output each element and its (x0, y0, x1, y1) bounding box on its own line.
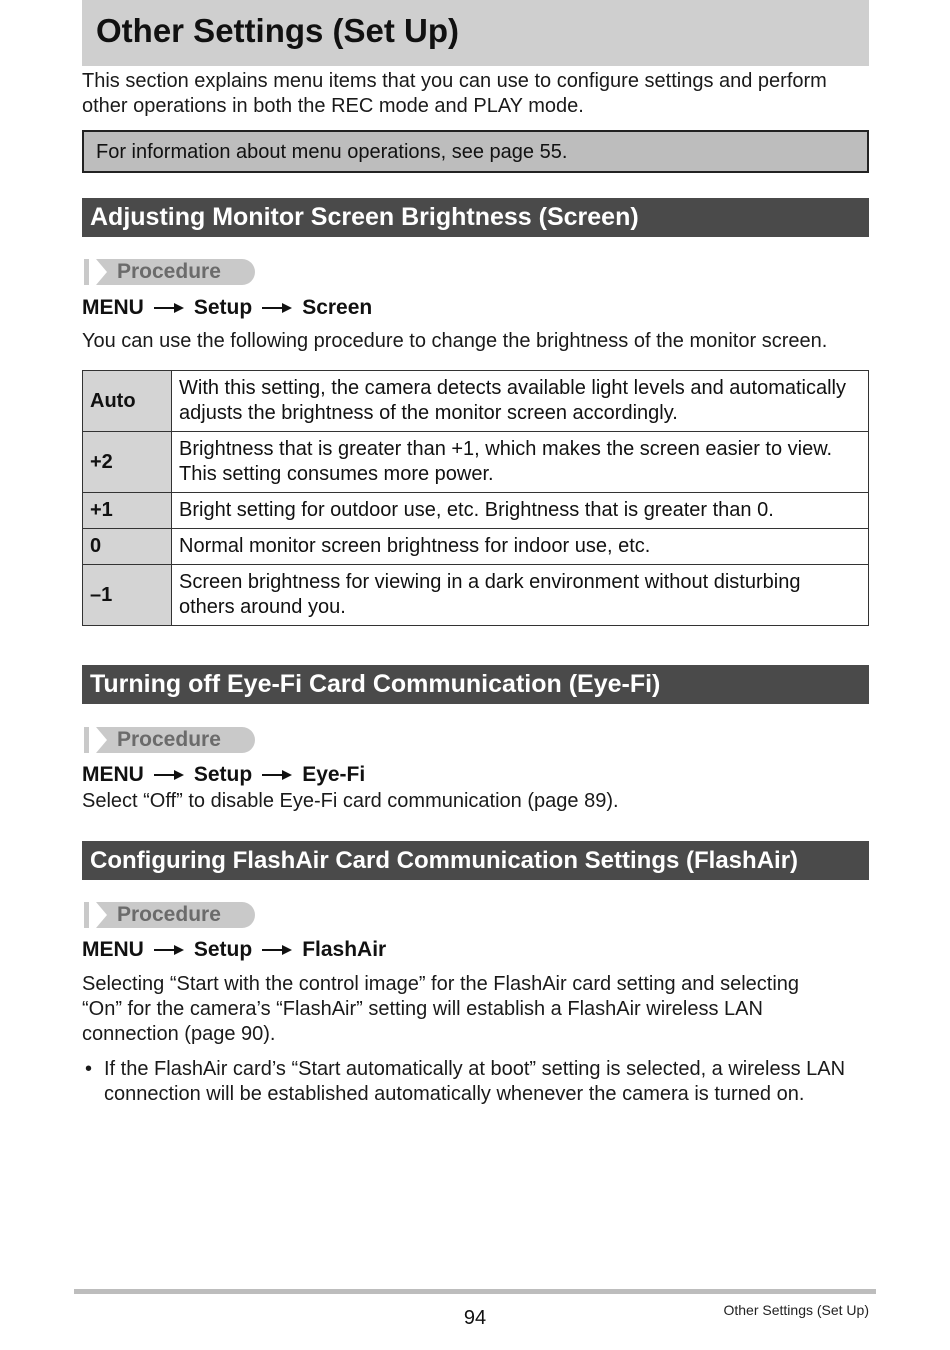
page-title: Other Settings (Set Up) (82, 0, 869, 66)
procedure-tag (84, 727, 255, 753)
arrow-right-icon (262, 770, 292, 780)
flashair-description: Selecting “Start with the control image” for the FlashAir card setting and selecting “On” for the camera’s “FlashAir” setting will establish a FlashAir wireless LAN connection (page 90). (82, 973, 800, 1045)
menu-path-eyefi (82, 762, 365, 788)
flashair-note (82, 1057, 872, 1107)
menu-step: MENU (82, 763, 144, 786)
menu-step: MENU (82, 296, 144, 319)
menu-step: Setup (193, 938, 253, 961)
procedure-tag (84, 902, 255, 928)
page-number: 94 (463, 1307, 487, 1329)
table-desc: Brightness that is greater than +1, which makes the screen easier to view. This setting consumes more power. (172, 432, 869, 493)
footer-rule (74, 1289, 876, 1294)
menu-step: MENU (82, 938, 144, 961)
arrow-right-icon (154, 945, 184, 955)
arrow-right-icon (262, 945, 292, 955)
menu-path-flashair (82, 937, 386, 963)
menu-path-screen (82, 295, 372, 321)
flashair-note-text: If the FlashAir card’s “Start automatically at boot” setting is selected, a wireless LAN connection will be established automatically whenever the camera is turned on. (104, 1058, 846, 1105)
arrow-right-icon (154, 303, 184, 313)
menu-step: Setup (193, 296, 253, 319)
menu-step: Eye-Fi (302, 763, 366, 786)
menu-step: Screen (302, 296, 373, 319)
table-key: Auto (83, 371, 172, 432)
footer-section-title: Other Settings (Set Up) (723, 1302, 869, 1318)
menu-step: FlashAir (302, 938, 387, 961)
table-row (83, 432, 869, 493)
table-key: +2 (83, 432, 172, 493)
arrow-right-icon (154, 770, 184, 780)
eyefi-description: Select “Off” to disable Eye-Fi card communication (page 89). (82, 790, 619, 812)
section-heading-eyefi: Turning off Eye-Fi Card Communication (Eye-Fi) (82, 665, 869, 704)
table-desc: Normal monitor screen brightness for indoor use, etc. (172, 529, 869, 565)
section-heading-flashair: Configuring FlashAir Card Communication Settings (FlashAir) (82, 841, 869, 880)
procedure-label: Procedure (117, 728, 221, 751)
menu-step: Setup (193, 763, 253, 786)
table-desc: Screen brightness for viewing in a dark environment without disturbing others around you. (172, 565, 869, 626)
table-desc: Bright setting for outdoor use, etc. Brightness that is greater than 0. (172, 493, 869, 529)
screen-description: You can use the following procedure to change the brightness of the monitor screen. (82, 330, 828, 352)
info-box: For information about menu operations, see page 55. (82, 130, 869, 173)
section-heading-screen: Adjusting Monitor Screen Brightness (Screen) (82, 198, 869, 237)
table-key: +1 (83, 493, 172, 529)
table-row (83, 565, 869, 626)
table-desc: With this setting, the camera detects available light levels and automatically adjusts the brightness of the monitor screen accordingly. (172, 371, 869, 432)
brightness-table (82, 370, 869, 626)
arrow-right-icon (262, 303, 292, 313)
procedure-label: Procedure (117, 903, 221, 926)
table-key: 0 (83, 529, 172, 565)
procedure-tag (84, 259, 255, 285)
table-row (83, 371, 869, 432)
table-key: –1 (83, 565, 172, 626)
table-row (83, 493, 869, 529)
table-row (83, 529, 869, 565)
procedure-label: Procedure (117, 260, 221, 283)
bullet-icon: • (85, 1058, 93, 1080)
intro-paragraph: This section explains menu items that you can use to configure settings and perform other operations in both the REC mode and PLAY mode. (82, 70, 827, 117)
